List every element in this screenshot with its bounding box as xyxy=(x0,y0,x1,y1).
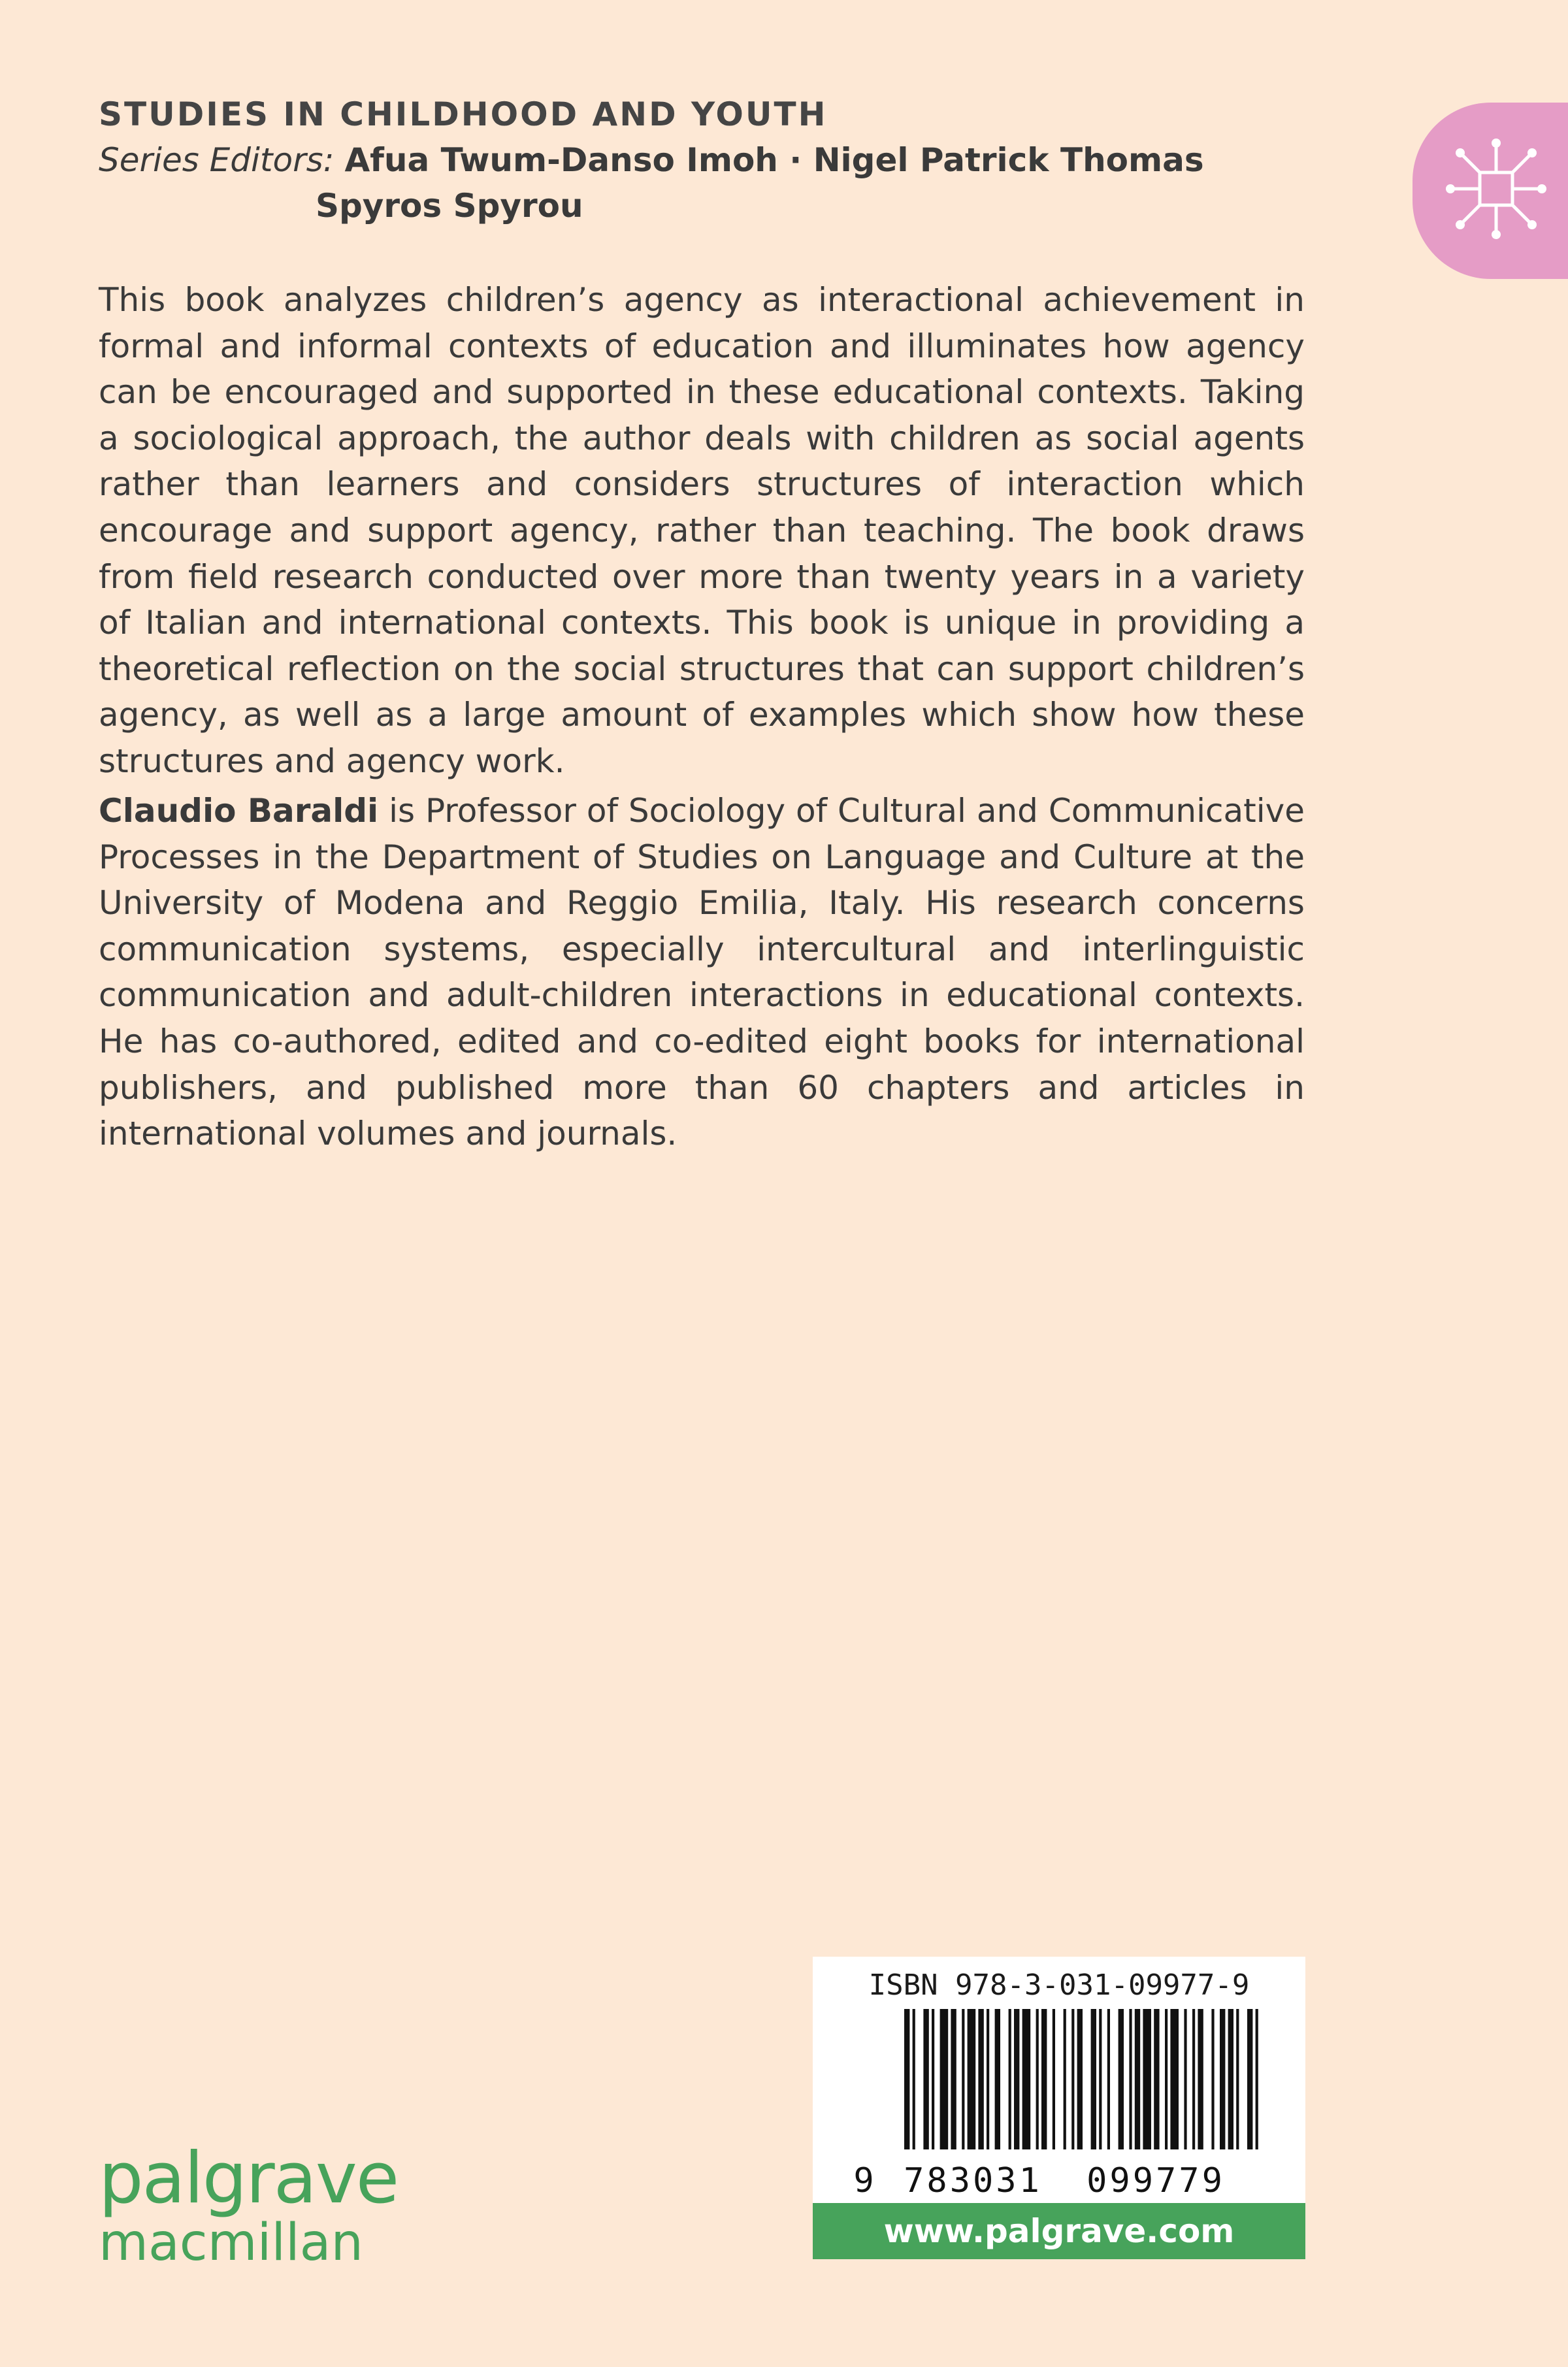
series-badge xyxy=(1413,103,1568,279)
series-editors xyxy=(99,137,1340,183)
barcode-bar xyxy=(987,2009,989,2149)
isbn-label: ISBN 978-3-031-09977-9 xyxy=(868,1968,1250,2002)
barcode-bar xyxy=(932,2009,934,2149)
barcode-bar xyxy=(1071,2009,1074,2149)
barcode-bar xyxy=(962,2009,964,2149)
barcode-bar xyxy=(968,2009,976,2149)
barcode-bar xyxy=(1091,2009,1096,2149)
author-bio-text: is Professor of Sociology of Cultural and Communicative Processes in the Department of Studies on Language and Culture at the University of Modena and Reggio Emilia, Italy. His research concerns communication systems, especially intercultural and interlinguistic communication and adult-children interactions in educational contexts. He has co-authored, edited and co-edited eight books for international publishers, and published more than 60 chapters and articles in international volumes and journals. xyxy=(99,792,1305,1153)
series-editors-continued xyxy=(99,183,1340,229)
barcode-bar xyxy=(1220,2009,1225,2149)
barcode-bar xyxy=(1064,2009,1066,2149)
barcode-bar xyxy=(1077,2009,1083,2149)
barcode-bar xyxy=(978,2009,983,2149)
barcode-bar xyxy=(1247,2009,1252,2149)
series-editors-names-2: Spyros Spyrou xyxy=(316,187,583,225)
barcode-bar xyxy=(1154,2009,1159,2149)
barcode-bar xyxy=(1143,2009,1151,2149)
barcode-bar xyxy=(1099,2009,1102,2149)
barcode-bar xyxy=(1119,2009,1124,2149)
barcode-bar xyxy=(1184,2009,1186,2149)
publisher-logo-line1: palgrave xyxy=(99,2138,399,2219)
publisher-url[interactable]: www.palgrave.com xyxy=(813,2203,1305,2259)
barcode-bar xyxy=(1236,2009,1239,2149)
barcode-bar xyxy=(1192,2009,1195,2149)
barcode-left-digits: 783031 xyxy=(904,2161,1042,2198)
barcode-first-digit: 9 xyxy=(853,2161,874,2198)
publisher-logo-line2: macmillan xyxy=(99,2213,363,2272)
barcode-bar xyxy=(1198,2009,1203,2149)
author-bio xyxy=(99,788,1305,1157)
barcode-bar xyxy=(1228,2009,1233,2149)
barcode-bar xyxy=(1129,2009,1132,2149)
barcode-bar xyxy=(1256,2009,1258,2149)
barcode-bar xyxy=(1170,2009,1179,2149)
series-editors-label: Series Editors: xyxy=(99,141,335,179)
barcode-bar xyxy=(1009,2009,1011,2149)
barcode-bar xyxy=(951,2009,956,2149)
barcode-bar xyxy=(1107,2009,1110,2149)
barcode-bar xyxy=(1036,2009,1039,2149)
barcode-right-digits: 099779 xyxy=(1086,2161,1225,2198)
barcode-bar xyxy=(940,2009,949,2149)
series-title: STUDIES IN CHILDHOOD AND YOUTH xyxy=(99,95,828,133)
barcode-bar xyxy=(1135,2009,1140,2149)
book-description: This book analyzes children’s agency as interactional achievement in formal and informal contexts of education and illuminates how agency can be encouraged and supported in these educational contexts. Taking a sociological approach, the author deals with children as social agents rather than learners and considers structures of interaction which encourage and support agency, rather than teaching. The book draws from field research conducted over more than twenty years in a variety of Italian and international contexts. This book is unique in providing a theoretical reflection on the social structures that can support children’s agency, as well as a large amount of examples which show how these structures and agency work. xyxy=(99,281,1305,780)
series-header xyxy=(99,91,1340,229)
barcode-bar xyxy=(1053,2009,1055,2149)
barcode-bar xyxy=(1022,2009,1031,2149)
barcode-bar xyxy=(1165,2009,1168,2149)
barcode-bar xyxy=(904,2009,909,2149)
barcode-bar xyxy=(1211,2009,1214,2149)
barcode-bar xyxy=(1014,2009,1019,2149)
author-name: Claudio Baraldi xyxy=(99,792,379,830)
barcode-bar xyxy=(923,2009,928,2149)
barcode-bar xyxy=(995,2009,1000,2149)
network-node-icon xyxy=(1444,137,1548,241)
barcode-bar xyxy=(1041,2009,1047,2149)
publisher-logo xyxy=(99,2138,399,2272)
series-editors-names: Afua Twum-Danso Imoh · Nigel Patrick Thomas xyxy=(344,141,1204,179)
barcode-graphic xyxy=(813,2009,1305,2198)
barcode-bar xyxy=(913,2009,915,2149)
